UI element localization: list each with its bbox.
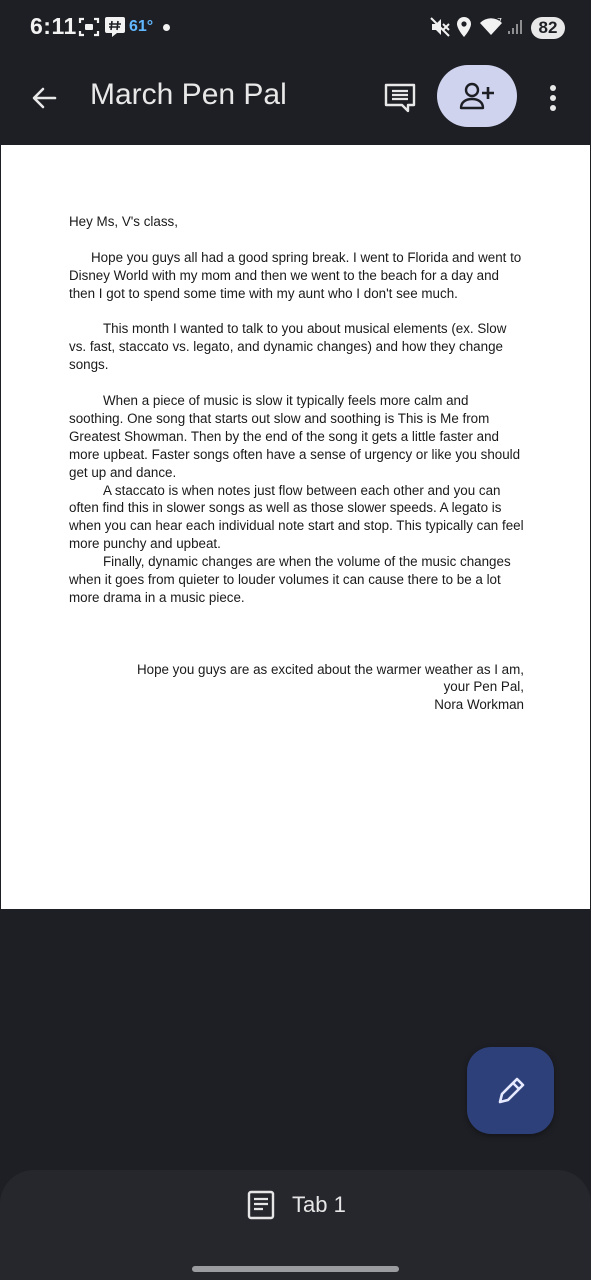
share-button[interactable] xyxy=(437,65,517,127)
bottom-bar xyxy=(0,1170,591,1280)
add-person-icon xyxy=(459,81,495,111)
screenshot-icon xyxy=(78,16,100,43)
more-options-button[interactable] xyxy=(535,76,571,120)
chat-app-icon xyxy=(104,15,126,44)
battery-level: 82 xyxy=(531,17,565,39)
status-time: 6:11 xyxy=(30,13,77,39)
notification-dot xyxy=(163,24,170,31)
paragraph: Finally, dynamic changes are when the volume of the music changes when it goes from quieter to louder volumes it can cause there to be a lot more drama in a music piece. xyxy=(69,554,511,605)
document-page[interactable] xyxy=(1,145,590,909)
paragraph: A staccato is when notes just flow between each other and you can often find this in slower songs as well as those slower speeds. A legato is when you can hear each individual note start and stop. This typically can feel more punchy and upbeat. xyxy=(69,482,524,552)
weather-temperature: 61° xyxy=(129,18,154,35)
mute-icon xyxy=(429,16,451,43)
edit-pencil-icon xyxy=(494,1074,528,1108)
signature: Nora Workman xyxy=(434,697,524,713)
status-bar xyxy=(0,0,591,56)
tab-label: Tab 1 xyxy=(292,1192,346,1217)
comments-button[interactable] xyxy=(378,76,422,120)
wifi-icon xyxy=(479,15,503,42)
home-indicator[interactable] xyxy=(192,1266,399,1272)
more-vert-icon xyxy=(549,84,557,112)
closing-line: Hope you guys are as excited about the warmer weather as I am, xyxy=(136,661,524,677)
document-title: March Pen Pal xyxy=(90,78,287,111)
paragraph: When a piece of music is slow it typically feels more calm and soothing. One song that starts out slow and soothing is This is Me from Greatest Showman. Then by the end of the song it gets a little faster and more upbeat. Faster songs often have a sense of urgency or like you should get up and dance. xyxy=(69,393,521,480)
back-button[interactable] xyxy=(22,76,66,120)
closing-line: your Pen Pal, xyxy=(443,679,524,695)
tab-1[interactable] xyxy=(246,1186,346,1224)
paragraph: This month I wanted to talk to you about musical elements (ex. Slow vs. fast, staccato vs. legato, and dynamic changes) and how they change songs. xyxy=(69,321,507,373)
document-outline-icon xyxy=(246,1190,276,1220)
location-icon xyxy=(455,16,473,43)
edit-fab-button[interactable] xyxy=(467,1047,554,1134)
comments-icon xyxy=(383,82,417,114)
app-bar xyxy=(0,56,591,144)
svg-text:7: 7 xyxy=(497,17,503,26)
back-arrow-icon xyxy=(30,84,58,112)
greeting-line: Hey Ms, V's class, xyxy=(69,214,178,229)
document-body xyxy=(69,213,524,714)
paragraph: Hope you guys all had a good spring break. I went to Florida and went to Disney World with my mom and then we went to the beach for a day and then I got to spend some time with my aunt who I don't see much. xyxy=(69,249,522,301)
signal-icon xyxy=(506,16,526,41)
